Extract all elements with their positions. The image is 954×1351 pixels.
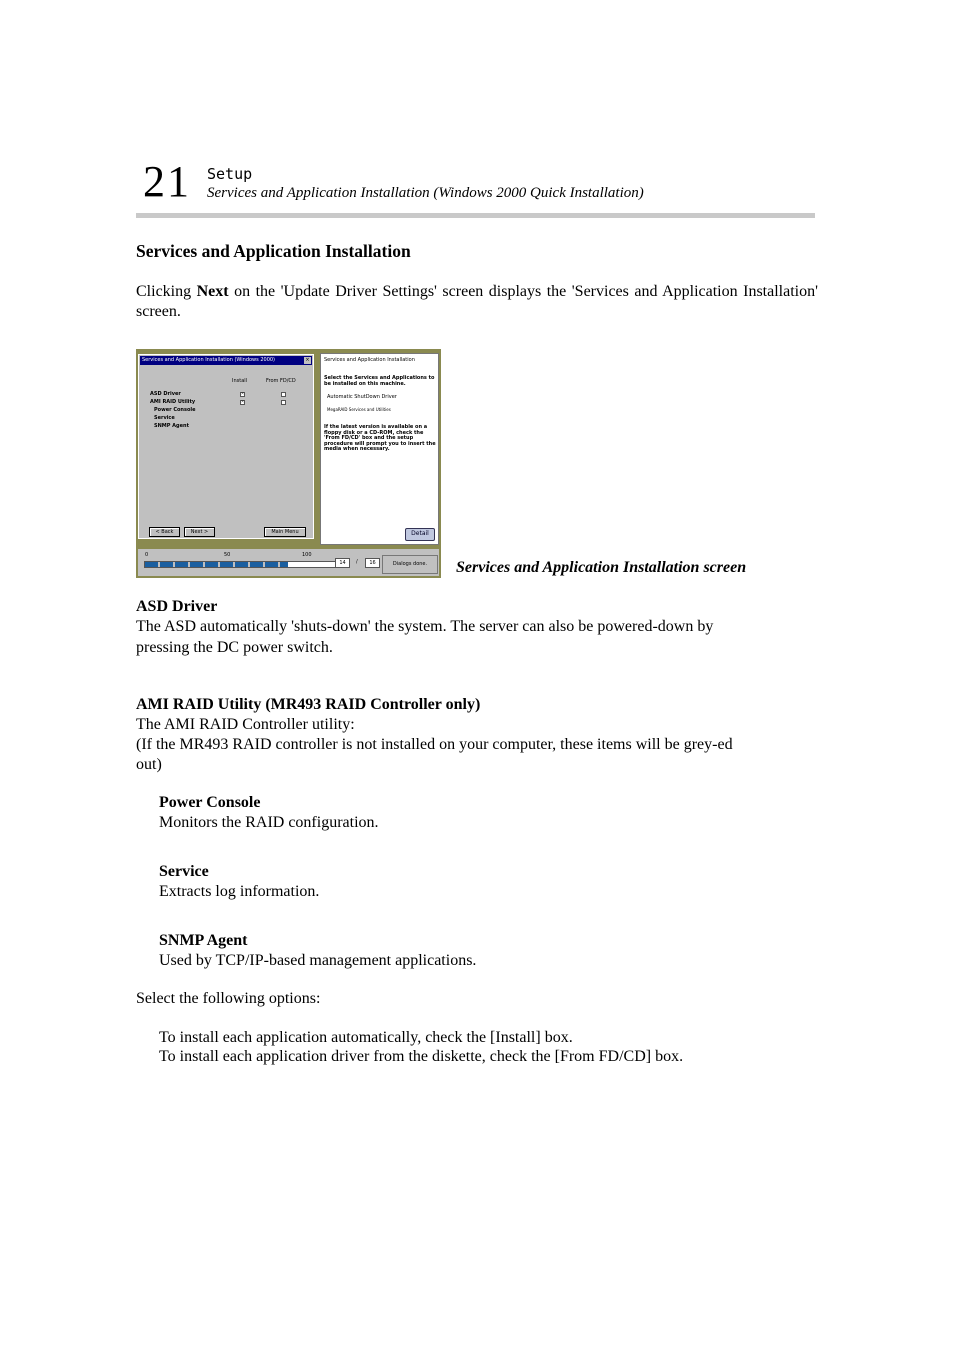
dialog-title-bar — [140, 356, 312, 365]
main-menu-button[interactable]: Main Menu — [264, 527, 306, 537]
item-snmp-agent: SNMP Agent — [154, 423, 189, 429]
help-instruction: Select the Services and Applications to be installed on this machine. — [324, 375, 435, 387]
asd-line1: The ASD automatically 'shuts-down' the system. The server can also be powered-down by — [136, 618, 714, 635]
progress-bar — [144, 561, 337, 568]
section-title: Services and Application Installation — [136, 241, 411, 261]
progress-fill — [145, 562, 288, 567]
help-item-megaraid: MegaRAID Services and Utilities — [327, 407, 391, 412]
close-icon[interactable]: × — [305, 357, 310, 363]
help-item-asd: Automatic ShutDown Driver — [327, 394, 397, 400]
progress-scale-50: 50 — [224, 552, 231, 558]
header-rule — [136, 213, 815, 218]
asd-line2: pressing the DC power switch. — [136, 639, 333, 656]
snmp-heading: SNMP Agent — [159, 932, 248, 949]
installation-screenshot — [136, 349, 441, 578]
service-text: Extracts log information. — [159, 883, 320, 900]
chapter-number: 21 — [143, 157, 191, 206]
power-console-heading: Power Console — [159, 794, 261, 811]
services-dialog — [138, 354, 314, 539]
install-column-header: Install — [232, 378, 248, 384]
from-fd-column-header: From FD/CD — [266, 378, 296, 384]
item-service: Service — [154, 415, 175, 421]
intro-paragraph — [136, 282, 818, 321]
ami-line2: (If the MR493 RAID controller is not installed on your computer, these items will be grey-ed — [136, 736, 733, 753]
intro-next-bold: Next — [196, 283, 229, 300]
step-separator: / — [356, 559, 358, 565]
snmp-text: Used by TCP/IP-based management applications. — [159, 952, 477, 969]
progress-scale-0: 0 — [145, 552, 149, 558]
step-current: 14 — [335, 558, 350, 568]
intro-part1: Clicking — [136, 283, 197, 300]
help-title: Services and Application Installation — [324, 357, 415, 363]
detail-button[interactable]: Detail — [405, 528, 435, 541]
dialog-title: Services and Application Installation (Windows 2000) — [142, 357, 276, 363]
option-from-fd: To install each application driver from the diskette, check the [From FD/CD] box. — [159, 1048, 684, 1065]
back-button[interactable]: < Back — [149, 527, 180, 537]
ami-install-checkbox[interactable]: × — [241, 400, 244, 405]
chapter-subtitle: Services and Application Installation (Windows 2000 Quick Installation) — [207, 185, 644, 201]
status-box: Dialogs done. — [382, 555, 438, 574]
intro-part2: on the 'Update Driver Settings' screen displays the 'Services and Application Installation' screen. — [136, 283, 818, 320]
asd-from-fd-checkbox[interactable] — [281, 392, 286, 397]
ami-from-fd-checkbox[interactable] — [281, 400, 286, 405]
help-panel — [320, 353, 439, 545]
ami-line3: out) — [136, 756, 162, 773]
item-power-console: Power Console — [154, 407, 196, 413]
ami-heading: AMI RAID Utility (MR493 RAID Controller only) — [136, 696, 481, 713]
ami-line1: The AMI RAID Controller utility: — [136, 716, 355, 733]
item-ami-raid-utility: AMI RAID Utility — [150, 399, 196, 405]
asd-install-checkbox[interactable]: × — [241, 392, 244, 397]
service-heading: Service — [159, 863, 209, 880]
power-console-text: Monitors the RAID configuration. — [159, 814, 379, 831]
progress-scale-100: 100 — [302, 552, 312, 558]
item-asd-driver: ASD Driver — [150, 391, 181, 397]
progress-area — [138, 549, 439, 576]
step-total: 16 — [365, 558, 380, 568]
figure-caption: Services and Application Installation screen — [456, 559, 747, 576]
select-options-text: Select the following options: — [136, 990, 321, 1007]
asd-heading: ASD Driver — [136, 598, 218, 615]
chapter-title: Setup — [207, 165, 253, 183]
option-install: To install each application automatically, check the [Install] box. — [159, 1029, 573, 1046]
help-note: If the latest version is available on a floppy disk or a CD-ROM, check the 'From FD/CD' box and the setup procedure will prompt you to insert the media when necessary. — [324, 424, 436, 452]
next-button[interactable]: Next > — [184, 527, 215, 537]
